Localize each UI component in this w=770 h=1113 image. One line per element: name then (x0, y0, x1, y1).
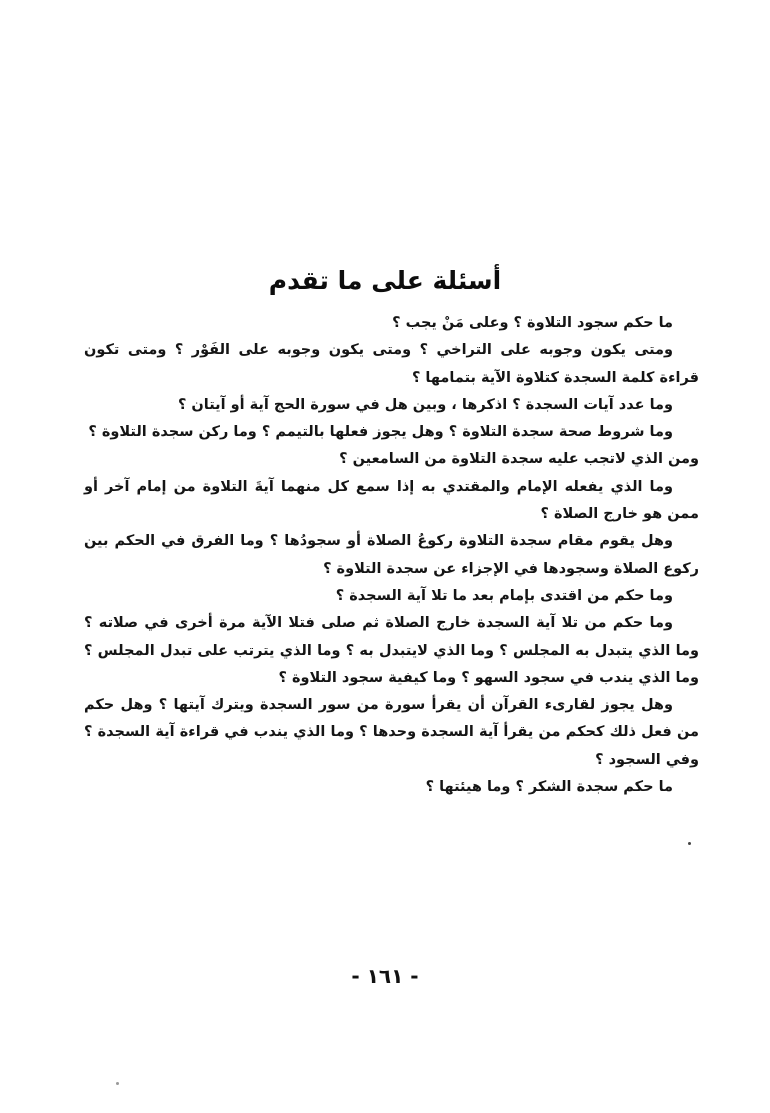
question-paragraph: ومتى يكون وجوبه على التراخي ؟ ومتى يكون وجوبه على الفَوْر ؟ ومتى تكون قراءة كلمة السجدة كتلاوة الآية بتمامها ؟ (84, 342, 699, 386)
question-paragraph: وما عدد آيات السجدة ؟ اذكرها ، وبين هل في سورة الحج آية أو آيتان ؟ (177, 396, 673, 413)
page-heading: أسئلة على ما تقدم (268, 266, 502, 295)
question-paragraph: وما الذي يفعله الإمام والمقتدي به إذا سمع كل منهما آيةَ التلاوة من إمام آخر أو ممن هو خارج الصلاة ؟ (84, 478, 699, 523)
scan-speck (116, 1082, 119, 1085)
question-paragraph: وما حكم من تلا آية السجدة خارج الصلاة ثم صلى فتلا الآية مرة أخرى في صلاته ؟ وما الذي يتبدل به المجلس ؟ وما الذي لايتبدل به ؟ وما الذي يترتب على تبدل المجلس ؟ وما الذي يندب في سجود السهو ؟ وما كيفية سجود التلاوة ؟ (84, 615, 699, 686)
question-paragraph: ما حكم سجدة الشكر ؟ وما هيئتها ؟ (425, 779, 673, 796)
question-paragraph: ومن الذي لاتجب عليه سجدة التلاوة من السامعين ؟ (339, 451, 699, 468)
question-paragraph: ما حكم سجود التلاوة ؟ وعلى مَنْ يجب ؟ (392, 315, 673, 331)
question-paragraph: وهل يجوز لقارىء القرآن أن يقرأ سورة من سور السجدة ويترك آيتها ؟ وهل حكم من فعل ذلك كحكم من يقرأ آية السجدة وحدها ؟ وما الذي يندب في قراءة آية السجدة ؟ وفي السجود ؟ (84, 697, 699, 768)
question-paragraph: وما حكم من اقتدى بإمام بعد ما تلا آية السجدة ؟ (335, 587, 673, 604)
question-paragraph: وهل يقوم مقام سجدة التلاوة ركوعُ الصلاة أو سجودُها ؟ وما الفرق في الحكم بين ركوع الصلاة وسجودها في الإجزاء عن سجدة التلاوة ؟ (84, 533, 699, 577)
page-number: - ١٦١ - (351, 964, 419, 988)
questions-body (84, 310, 699, 801)
scan-speck (688, 842, 691, 845)
question-paragraph: وما شروط صحة سجدة التلاوة ؟ وهل يجوز فعلها بالتيمم ؟ وما ركن سجدة التلاوة ؟ (88, 424, 673, 441)
